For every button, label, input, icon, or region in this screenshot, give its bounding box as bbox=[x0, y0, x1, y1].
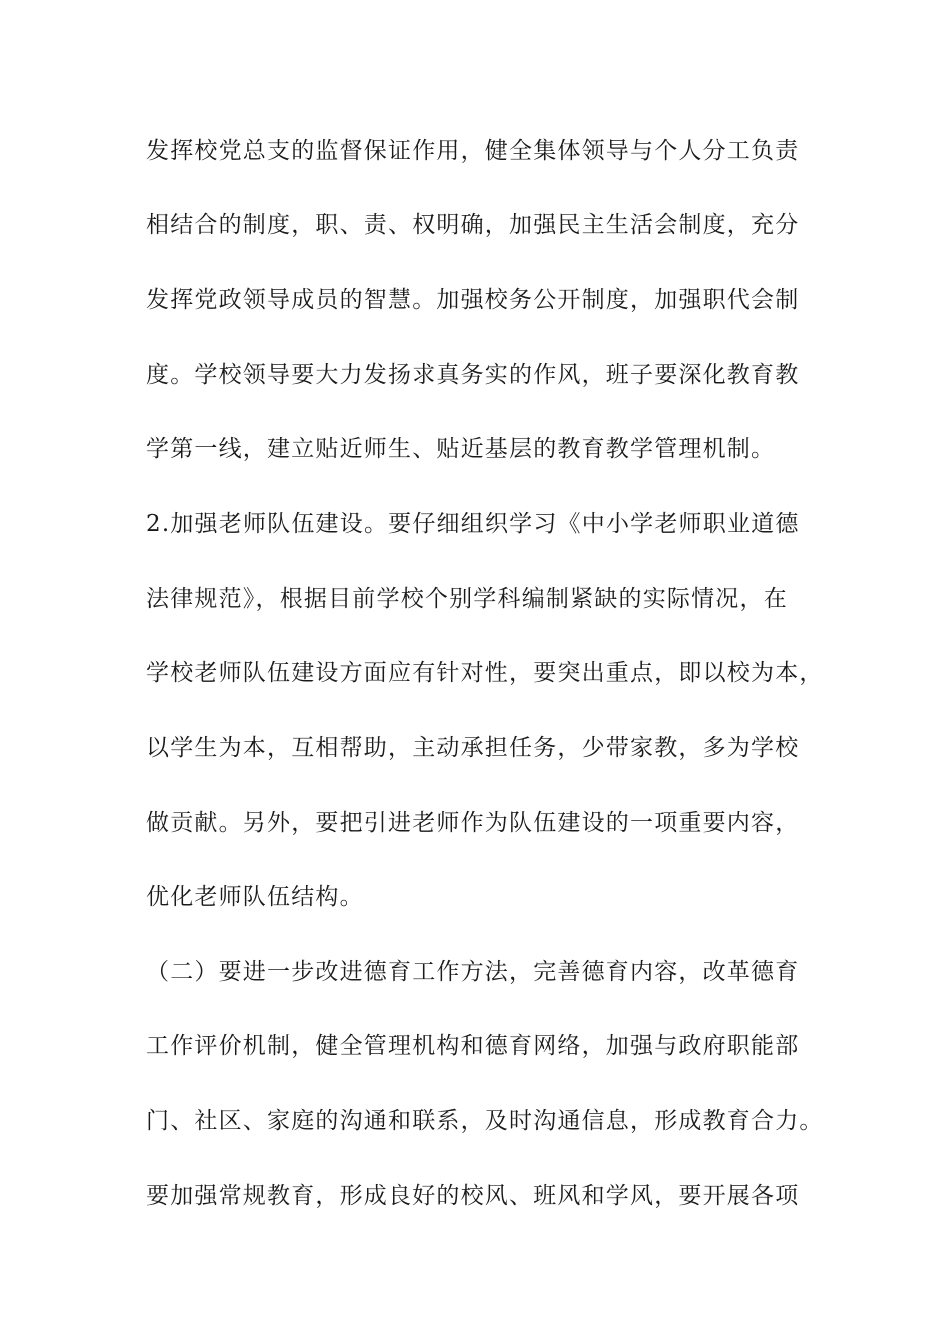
text-line: 学校老师队伍建设方面应有针对性，要突出重点，即以校为本， bbox=[146, 660, 824, 686]
text-line: 发挥党政领导成员的智慧。加强校务公开制度，加强职代会制 bbox=[146, 287, 800, 313]
text-line: 以学生为本，互相帮助，主动承担任务，少带家教，多为学校 bbox=[146, 735, 800, 761]
text-line: 2.加强老师队伍建设。要仔细组织学习《中小学老师职业道德 bbox=[146, 511, 800, 537]
text-line: 工作评价机制，健全管理机构和德育网络，加强与政府职能部 bbox=[146, 1033, 800, 1059]
text-line: 门、社区、家庭的沟通和联系，及时沟通信息，形成教育合力。 bbox=[146, 1108, 824, 1134]
text-line: 优化老师队伍结构。 bbox=[146, 884, 364, 910]
text-line: 做贡献。另外，要把引进老师作为队伍建设的一项重要内容， bbox=[146, 810, 800, 836]
text-line: 相结合的制度，职、责、权明确，加强民主生活会制度，充分 bbox=[146, 212, 800, 238]
text-line: 发挥校党总支的监督保证作用，健全集体领导与个人分工负责 bbox=[146, 138, 800, 164]
text-line: （二）要进一步改进德育工作方法，完善德育内容，改革德育 bbox=[146, 959, 800, 985]
text-line: 要加强常规教育，形成良好的校风、班风和学风，要开展各项 bbox=[146, 1183, 800, 1209]
text-line: 学第一线，建立贴近师生、贴近基层的教育教学管理机制。 bbox=[146, 436, 776, 462]
text-line: 法律规范》，根据目前学校个别学科编制紧缺的实际情况，在 bbox=[146, 586, 788, 612]
text-line: 度。学校领导要大力发扬求真务实的作风，班子要深化教育教 bbox=[146, 362, 800, 388]
